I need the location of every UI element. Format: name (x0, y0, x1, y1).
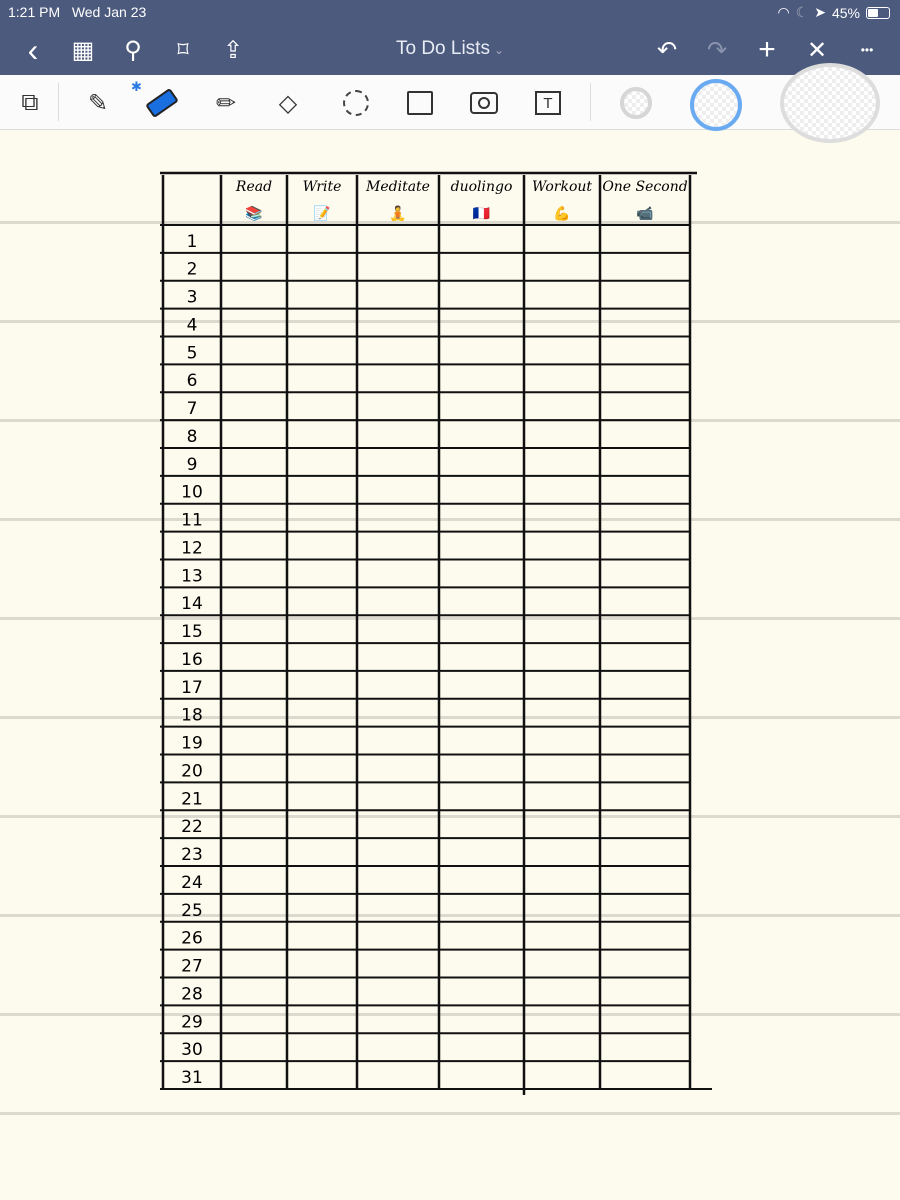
habit-cell[interactable] (526, 310, 598, 336)
habit-cell[interactable] (441, 616, 522, 642)
habit-cell[interactable] (526, 756, 598, 782)
habit-cell[interactable] (602, 1062, 688, 1088)
habit-cell[interactable] (359, 811, 437, 837)
habit-cell[interactable] (359, 783, 437, 809)
habit-cell[interactable] (441, 672, 522, 698)
habit-cell[interactable] (602, 588, 688, 614)
column-header: duolingo (450, 179, 513, 195)
habit-cell[interactable] (223, 979, 285, 1005)
habit-cell[interactable] (359, 756, 437, 782)
habit-cell[interactable] (602, 811, 688, 837)
habit-cell[interactable] (526, 895, 598, 921)
habit-cell[interactable] (441, 867, 522, 893)
habit-cell[interactable] (223, 951, 285, 977)
row-day-number: 3 (186, 287, 198, 308)
habit-cell[interactable] (441, 644, 522, 670)
row-day-number: 20 (181, 761, 203, 782)
row-day-number: 2 (186, 259, 198, 280)
habit-cell[interactable] (526, 226, 598, 252)
add-page-button[interactable]: + (758, 33, 776, 66)
habit-cell[interactable] (441, 700, 522, 726)
habit-cell[interactable] (289, 895, 355, 921)
habit-cell[interactable] (359, 421, 437, 447)
column-emoji-icon: 🇫🇷 (472, 205, 491, 221)
habit-cell[interactable] (602, 254, 688, 280)
habit-cell[interactable] (223, 783, 285, 809)
habit-cell[interactable] (602, 337, 688, 363)
habit-cell[interactable] (602, 282, 688, 308)
habit-cell[interactable] (223, 533, 285, 559)
habit-cell[interactable] (289, 560, 355, 586)
habit-cell[interactable] (602, 783, 688, 809)
habit-cell[interactable] (602, 951, 688, 977)
habit-cell[interactable] (526, 560, 598, 586)
habit-cell[interactable] (289, 226, 355, 252)
habit-cell[interactable] (602, 895, 688, 921)
habit-cell[interactable] (289, 533, 355, 559)
habit-cell[interactable] (526, 337, 598, 363)
habit-cell[interactable] (289, 811, 355, 837)
habit-cell[interactable] (602, 700, 688, 726)
chevron-down-icon: ⌄ (493, 43, 505, 57)
row-day-number: 30 (181, 1040, 203, 1061)
habit-cell[interactable] (441, 449, 522, 475)
column-header: Write (302, 179, 342, 195)
moon-icon: ☾ (795, 4, 809, 20)
habit-cell[interactable] (441, 756, 522, 782)
habit-cell[interactable] (289, 1062, 355, 1088)
habit-cell[interactable] (441, 588, 522, 614)
habit-cell[interactable] (289, 1006, 355, 1032)
habit-cell[interactable] (441, 1006, 522, 1032)
habit-cell[interactable] (223, 393, 285, 419)
habit-cell[interactable] (526, 1006, 598, 1032)
habit-cell[interactable] (526, 588, 598, 614)
column-emoji-icon: 📚 (245, 205, 263, 221)
row-day-number: 5 (186, 343, 198, 364)
habit-cell[interactable] (359, 1034, 437, 1060)
habit-cell[interactable] (441, 337, 522, 363)
thumbnails-icon[interactable]: ▦ (71, 36, 95, 64)
habit-cell[interactable] (602, 477, 688, 503)
row-day-number: 31 (181, 1068, 203, 1088)
row-day-number: 15 (181, 622, 203, 643)
habit-cell[interactable] (223, 895, 285, 921)
habit-cell[interactable] (223, 421, 285, 447)
habit-cell[interactable] (289, 951, 355, 977)
habit-cell[interactable] (602, 421, 688, 447)
habit-cell[interactable] (223, 700, 285, 726)
habit-cell[interactable] (602, 672, 688, 698)
bookmark-icon[interactable]: ⌑ (177, 37, 189, 62)
habit-cell[interactable] (289, 839, 355, 865)
habit-cell[interactable] (602, 393, 688, 419)
row-day-number: 8 (186, 426, 198, 447)
habit-cell[interactable] (289, 421, 355, 447)
habit-cell[interactable] (223, 839, 285, 865)
habit-cell[interactable] (359, 254, 437, 280)
column-header: Meditate (366, 179, 430, 195)
habit-cell[interactable] (602, 644, 688, 670)
habit-cell[interactable] (359, 923, 437, 949)
status-time: 1:21 PM (8, 4, 61, 20)
habit-cell[interactable] (526, 254, 598, 280)
search-icon[interactable]: ⚲ (124, 36, 142, 64)
habit-cell[interactable] (359, 728, 437, 754)
habit-cell[interactable] (223, 867, 285, 893)
habit-cell[interactable] (441, 421, 522, 447)
row-day-number: 19 (181, 733, 203, 754)
habit-cell[interactable] (602, 839, 688, 865)
row-day-number: 26 (181, 928, 203, 949)
read-only-toggle-icon[interactable]: ⧉ (21, 89, 39, 116)
habit-cell[interactable] (223, 282, 285, 308)
row-day-number: 18 (181, 705, 203, 726)
habit-cell[interactable] (441, 895, 522, 921)
habit-cell[interactable] (526, 449, 598, 475)
habit-cell[interactable] (441, 839, 522, 865)
pen-tool-icon[interactable]: ✎ (87, 89, 109, 117)
habit-cell[interactable] (289, 756, 355, 782)
habit-cell[interactable] (526, 700, 598, 726)
habit-cell[interactable] (359, 477, 437, 503)
habit-cell[interactable] (526, 282, 598, 308)
habit-cell[interactable] (223, 644, 285, 670)
habit-cell[interactable] (441, 477, 522, 503)
habit-cell[interactable] (223, 477, 285, 503)
location-icon: ➤ (814, 4, 826, 20)
column-emoji-icon: 📹 (636, 205, 654, 221)
row-day-number: 6 (186, 371, 198, 392)
habit-cell[interactable] (602, 533, 688, 559)
row-day-number: 22 (181, 817, 203, 838)
habit-cell[interactable] (223, 1006, 285, 1032)
habit-cell[interactable] (441, 728, 522, 754)
habit-cell[interactable] (526, 616, 598, 642)
habit-cell[interactable] (526, 979, 598, 1005)
habit-cell[interactable] (526, 783, 598, 809)
habit-cell[interactable] (359, 337, 437, 363)
row-day-number: 12 (181, 538, 203, 559)
habit-cell[interactable] (359, 839, 437, 865)
habit-cell[interactable] (602, 979, 688, 1005)
habit-cell[interactable] (526, 839, 598, 865)
row-day-number: 14 (181, 594, 203, 615)
habit-cell[interactable] (223, 728, 285, 754)
column-header: One Second (602, 179, 688, 195)
habit-cell[interactable] (359, 1006, 437, 1032)
habit-cell[interactable] (289, 644, 355, 670)
habit-cell[interactable] (359, 505, 437, 531)
habit-cell[interactable] (359, 951, 437, 977)
habit-cell[interactable] (359, 588, 437, 614)
habit-cell[interactable] (289, 783, 355, 809)
habit-cell[interactable] (359, 895, 437, 921)
habit-cell[interactable] (359, 310, 437, 336)
habit-cell[interactable] (223, 365, 285, 391)
row-day-number: 10 (181, 482, 203, 503)
habit-cell[interactable] (526, 365, 598, 391)
habit-cell[interactable] (441, 393, 522, 419)
habit-cell[interactable] (223, 811, 285, 837)
habit-cell[interactable] (223, 616, 285, 642)
habit-cell[interactable] (441, 923, 522, 949)
row-day-number: 16 (181, 649, 203, 670)
habit-cell[interactable] (602, 616, 688, 642)
habit-cell[interactable] (289, 393, 355, 419)
habit-cell[interactable] (602, 1034, 688, 1060)
habit-cell[interactable] (289, 337, 355, 363)
habit-cell[interactable] (441, 310, 522, 336)
row-day-number: 24 (181, 872, 203, 893)
document-title-text: To Do Lists (395, 38, 490, 59)
habit-cell[interactable] (359, 226, 437, 252)
habit-cell[interactable] (602, 923, 688, 949)
habit-cell[interactable] (602, 449, 688, 475)
row-day-number: 11 (181, 510, 203, 531)
habit-cell[interactable] (526, 505, 598, 531)
habit-cell[interactable] (441, 282, 522, 308)
habit-cell[interactable] (602, 505, 688, 531)
habit-cell[interactable] (289, 867, 355, 893)
habit-cell[interactable] (289, 1034, 355, 1060)
habit-cell[interactable] (359, 644, 437, 670)
habit-cell[interactable] (223, 310, 285, 336)
row-day-number: 28 (181, 984, 203, 1005)
row-day-number: 27 (181, 956, 203, 977)
habit-cell[interactable] (223, 560, 285, 586)
column-header: Read (235, 179, 273, 195)
habit-cell[interactable] (223, 588, 285, 614)
row-day-number: 29 (181, 1012, 203, 1033)
habit-cell[interactable] (289, 700, 355, 726)
habit-cell[interactable] (526, 393, 598, 419)
habit-cell[interactable] (359, 282, 437, 308)
back-button[interactable]: ‹ (27, 31, 39, 68)
column-emoji-icon: 💪 (553, 205, 571, 221)
shapes-tool-icon[interactable]: ◇ (278, 89, 298, 117)
habit-cell[interactable] (441, 1062, 522, 1088)
habit-cell[interactable] (289, 588, 355, 614)
habit-cell[interactable] (602, 867, 688, 893)
habit-cell[interactable] (359, 979, 437, 1005)
habit-cell[interactable] (441, 533, 522, 559)
redo-button[interactable]: ↷ (706, 36, 728, 64)
habit-cell[interactable] (441, 783, 522, 809)
habit-cell[interactable] (223, 756, 285, 782)
habit-cell[interactable] (289, 616, 355, 642)
bluetooth-icon: ✱ (131, 79, 142, 94)
habit-cell[interactable] (359, 560, 437, 586)
row-day-number: 4 (186, 315, 198, 336)
habit-cell[interactable] (526, 867, 598, 893)
habit-cell[interactable] (223, 337, 285, 363)
habit-cell[interactable] (441, 811, 522, 837)
habit-cell[interactable] (602, 560, 688, 586)
habit-cell[interactable] (602, 728, 688, 754)
habit-cell[interactable] (441, 254, 522, 280)
column-emoji-icon: 📝 (313, 205, 331, 221)
habit-cell[interactable] (526, 421, 598, 447)
habit-cell[interactable] (223, 1062, 285, 1088)
habit-cell[interactable] (223, 254, 285, 280)
row-day-number: 13 (181, 566, 203, 587)
habit-cell[interactable] (526, 672, 598, 698)
habit-cell[interactable] (526, 1034, 598, 1060)
habit-cell[interactable] (441, 1034, 522, 1060)
habit-cell[interactable] (526, 923, 598, 949)
status-date: Wed Jan 23 (71, 4, 147, 20)
column-header: Workout (531, 179, 593, 195)
habit-cell[interactable] (289, 923, 355, 949)
habit-cell[interactable] (526, 728, 598, 754)
wifi-icon: ◠ (777, 4, 790, 20)
more-button[interactable]: ••• (860, 43, 874, 57)
battery-percent: 45% (831, 4, 860, 21)
row-day-number: 17 (181, 677, 203, 698)
share-icon[interactable]: ⇪ (222, 36, 244, 64)
habit-cell[interactable] (526, 951, 598, 977)
habit-cell[interactable] (441, 505, 522, 531)
habit-cell[interactable] (441, 560, 522, 586)
habit-cell[interactable] (223, 226, 285, 252)
habit-cell[interactable] (526, 644, 598, 670)
habit-cell[interactable] (223, 449, 285, 475)
habit-cell[interactable] (359, 616, 437, 642)
text-tool-icon[interactable]: T (530, 85, 566, 121)
habit-cell[interactable] (441, 365, 522, 391)
habit-cell[interactable] (441, 979, 522, 1005)
habit-cell[interactable] (223, 1034, 285, 1060)
habit-cell[interactable] (602, 756, 688, 782)
habit-cell[interactable] (289, 728, 355, 754)
habit-cell[interactable] (359, 672, 437, 698)
habit-cell[interactable] (602, 1006, 688, 1032)
habit-cell[interactable] (359, 449, 437, 475)
habit-cell[interactable] (223, 505, 285, 531)
habit-cell[interactable] (359, 393, 437, 419)
habit-cell[interactable] (526, 477, 598, 503)
pen-off-button[interactable]: ✕ (806, 36, 828, 64)
habit-cell[interactable] (289, 282, 355, 308)
habit-cell[interactable] (289, 979, 355, 1005)
habit-cell[interactable] (289, 477, 355, 503)
habit-cell[interactable] (223, 672, 285, 698)
habit-cell[interactable] (602, 226, 688, 252)
habit-cell[interactable] (441, 226, 522, 252)
column-emoji-icon: 🧘 (389, 205, 407, 221)
habit-cell[interactable] (359, 365, 437, 391)
row-day-number: 23 (181, 845, 203, 866)
habit-cell[interactable] (359, 700, 437, 726)
habit-cell[interactable] (526, 533, 598, 559)
habit-cell[interactable] (289, 505, 355, 531)
habit-cell[interactable] (289, 365, 355, 391)
undo-button[interactable]: ↶ (656, 36, 678, 64)
row-day-number: 9 (186, 454, 198, 475)
row-day-number: 25 (181, 900, 203, 921)
habit-cell[interactable] (359, 1062, 437, 1088)
habit-cell[interactable] (289, 254, 355, 280)
row-day-number: 1 (186, 231, 198, 252)
row-day-number: 21 (181, 789, 203, 810)
habit-cell[interactable] (441, 951, 522, 977)
habit-cell[interactable] (602, 310, 688, 336)
habit-cell[interactable] (526, 1062, 598, 1088)
habit-cell[interactable] (359, 867, 437, 893)
habit-cell[interactable] (289, 449, 355, 475)
habit-cell[interactable] (526, 811, 598, 837)
habit-cell[interactable] (289, 310, 355, 336)
row-day-number: 7 (186, 399, 198, 420)
habit-cell[interactable] (359, 533, 437, 559)
highlighter-tool-icon[interactable]: ✏ (215, 89, 237, 117)
habit-cell[interactable] (223, 923, 285, 949)
habit-cell[interactable] (602, 365, 688, 391)
habit-cell[interactable] (289, 672, 355, 698)
